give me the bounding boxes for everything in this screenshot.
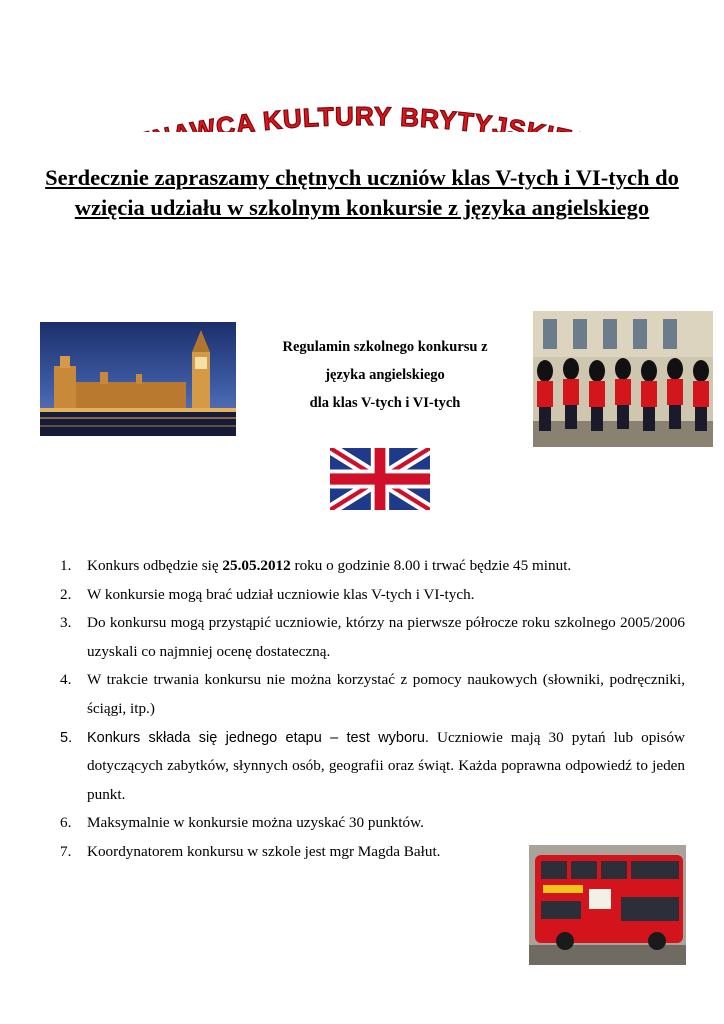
svg-text:„ZNAWCA KULTURY BRYTYJSKIEJ” — [119, 101, 605, 132]
rule-text: W trakcie trwania konkursu nie można korzystać z pomocy naukowych (słowniki, podręczniki, ściągi, itp.) — [87, 671, 685, 717]
rule-number: 7. — [60, 842, 72, 860]
rule-number: 4. — [60, 671, 72, 689]
rule-text-sans: Konkurs składa się jednego etapu – test wyboru. — [87, 729, 429, 746]
regulations-heading-line2: języka angielskiego — [325, 367, 445, 383]
rule-text-continued: Uczniowie mają 30 pytań lub opisów dotyczących zabytków, słynnych osób, geografii oraz świąt. Każda poprawna odpowiedź to jeden punkt. — [87, 728, 685, 803]
rule-number: 6. — [60, 814, 72, 832]
banner-title-art — [0, 52, 724, 132]
regulations-heading — [255, 333, 515, 417]
rule-item — [60, 724, 685, 810]
rule-number: 3. — [60, 614, 72, 632]
rule-item — [60, 666, 685, 723]
intro-heading: Serdecznie zapraszamy chętnych uczniów klas V-tych i VI-tych do wzięcia udziału w szkolnym konkursie z języka angielskiego — [45, 165, 679, 220]
union-jack-flag — [330, 448, 430, 510]
rule-text-continued: roku o godzinie 8.00 i trwać będzie 45 minut. — [290, 557, 572, 574]
rule-text: Konkurs odbędzie się — [87, 557, 223, 574]
banner-title — [0, 52, 724, 132]
london-bus-photo — [529, 845, 686, 965]
rules-list — [60, 552, 685, 867]
rule-text: Maksymalnie w konkursie można uzyskać 30 punktów. — [87, 814, 424, 832]
rule-text: W konkursie mogą brać udział uczniowie klas V-tych i VI-tych. — [87, 585, 475, 603]
rule-number: 2. — [60, 585, 72, 603]
regulations-heading-line3: dla klas V-tych i VI-tych — [309, 395, 461, 411]
royal-guards-photo — [533, 311, 713, 447]
regulations-heading-line1: Regulamin szkolnego konkursu z — [282, 339, 488, 355]
contest-date: 25.05.2012 — [222, 557, 291, 574]
rule-text: Koordynatorem konkursu w szkole jest mgr Magda Bałut. — [87, 842, 441, 860]
rule-text: Do konkursu mogą przystąpić uczniowie, którzy na pierwsze półrocze roku szkolnego 2005/2006 uzyskali co najmniej ocenę dostateczną. — [87, 614, 685, 660]
rule-item — [60, 581, 685, 610]
westminster-photo — [40, 322, 236, 436]
banner-title-text: WCA KULTURY BRYTYJS — [188, 100, 529, 132]
rule-item — [60, 552, 685, 581]
rule-number: 5. — [60, 729, 73, 746]
rule-item — [60, 809, 685, 838]
rule-number: 1. — [60, 557, 72, 574]
rule-item — [60, 609, 685, 666]
